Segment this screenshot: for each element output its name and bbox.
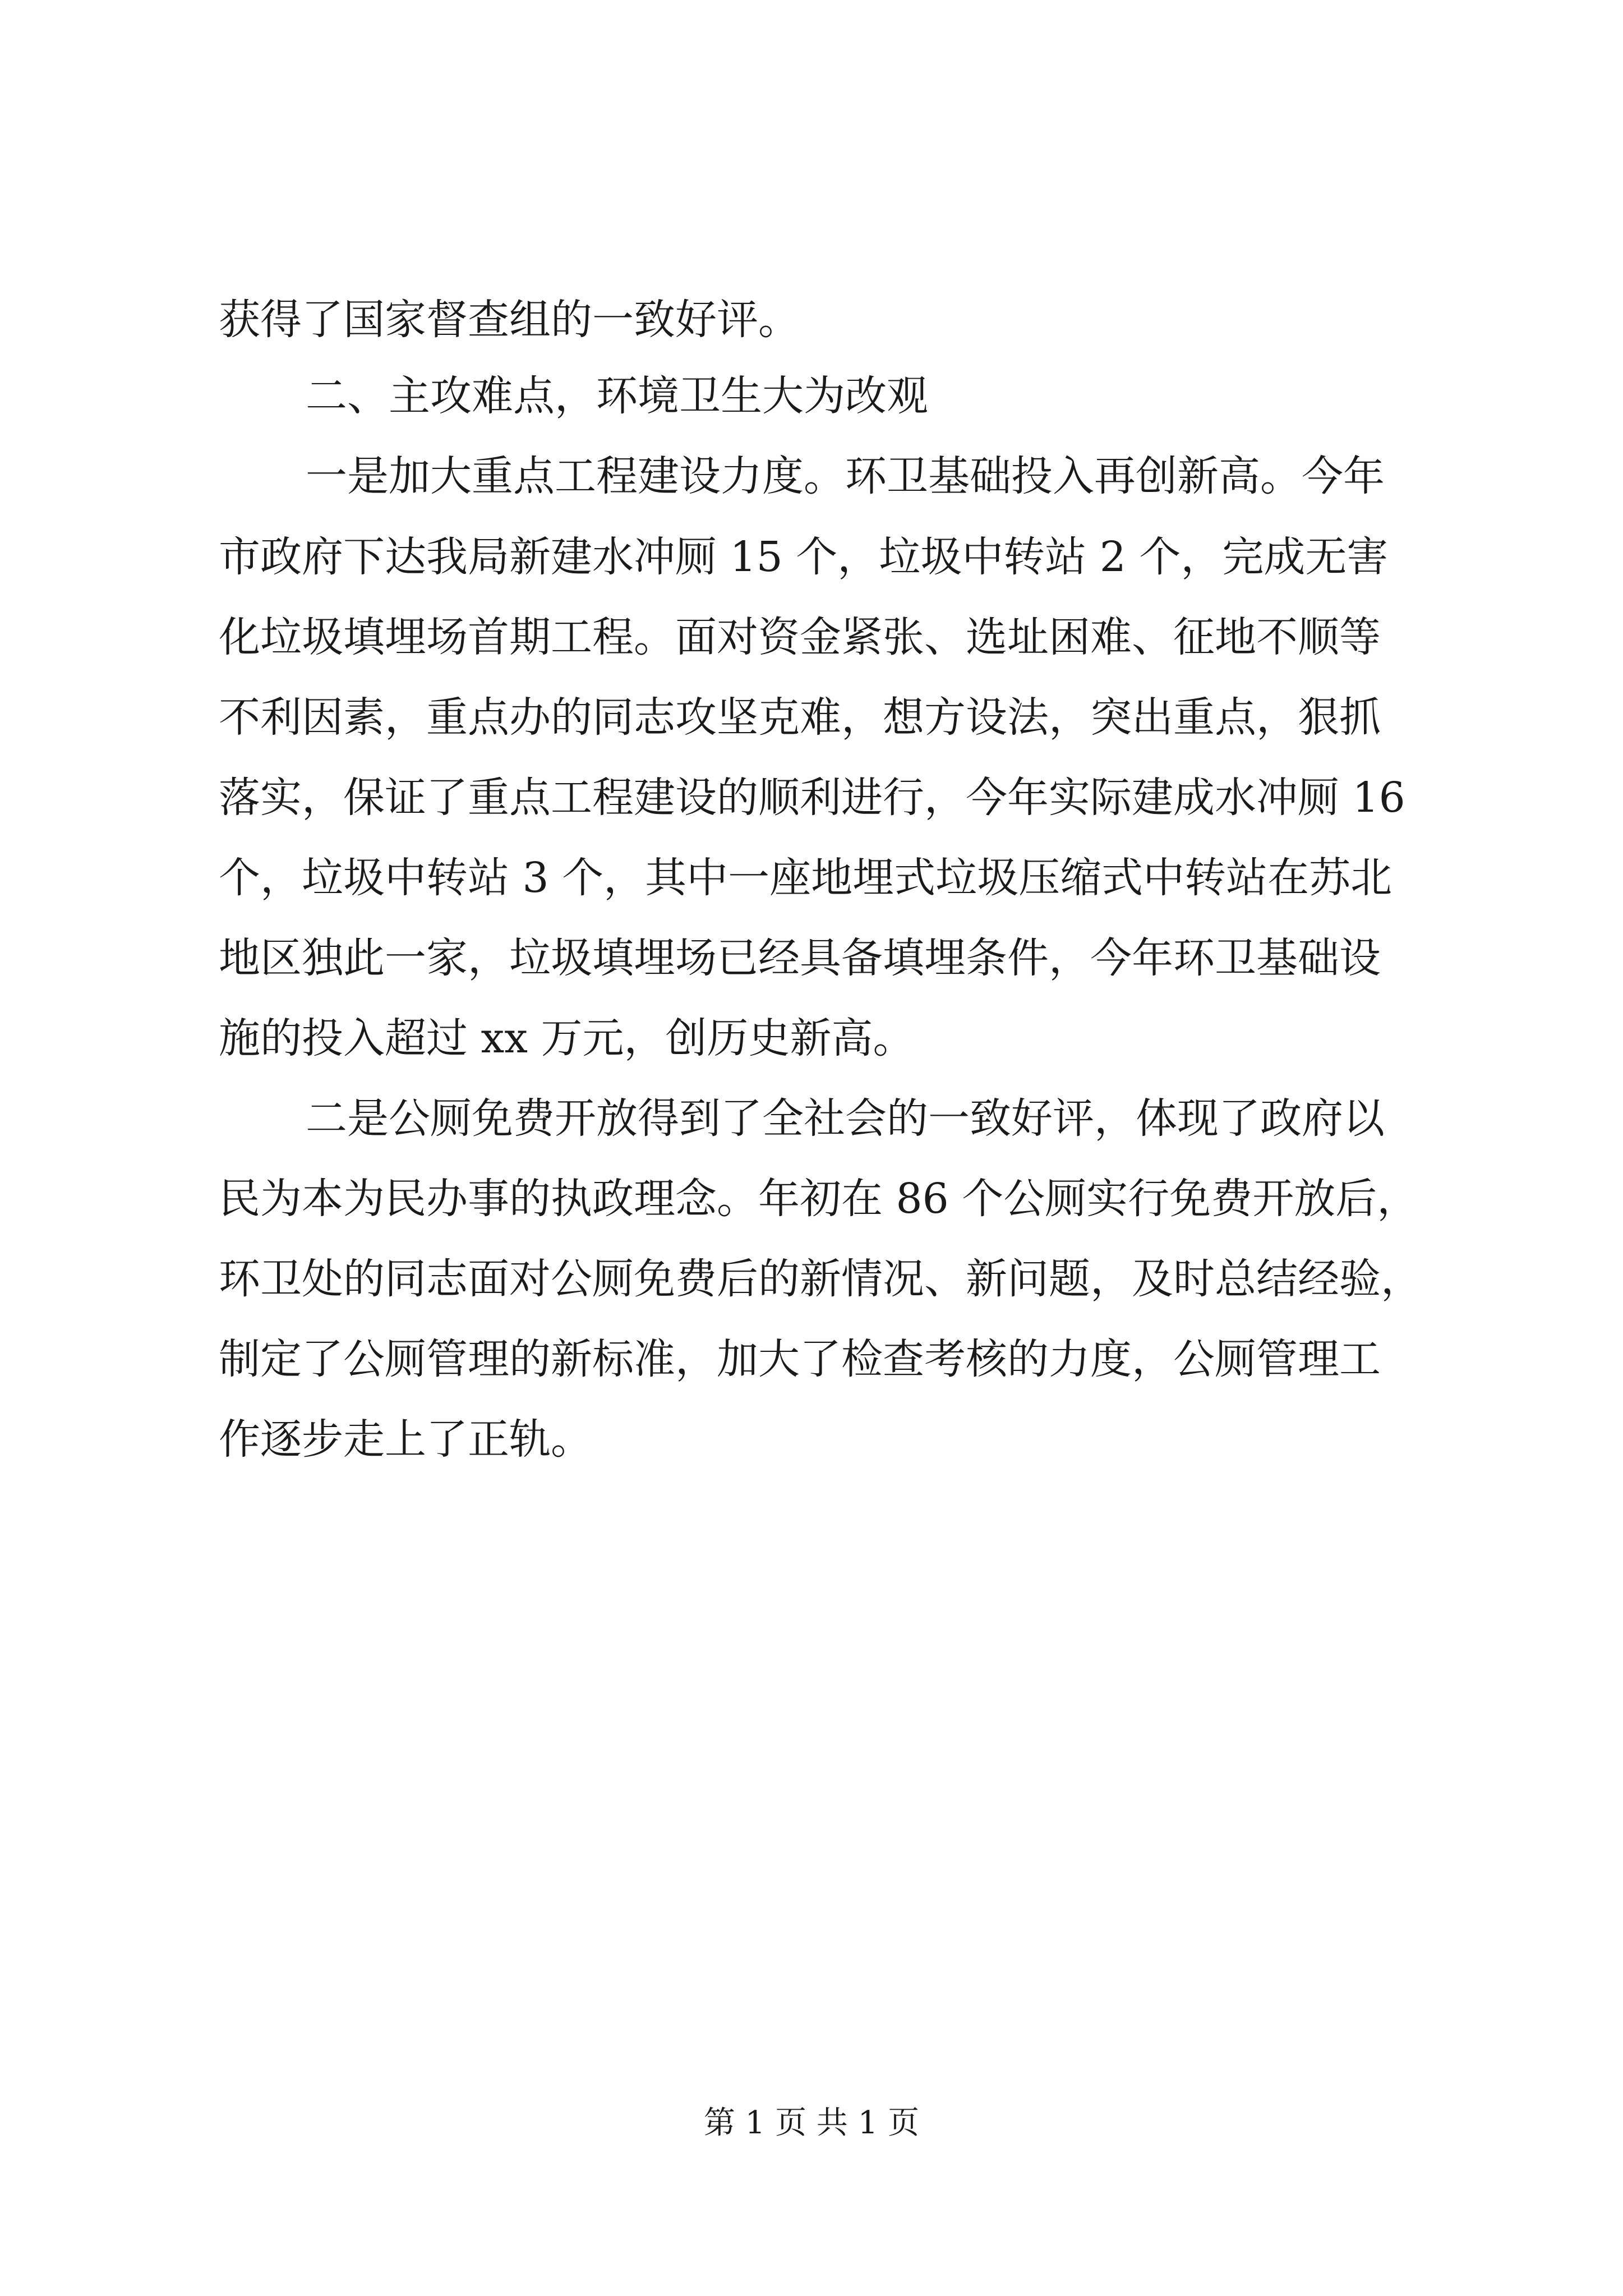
paragraph-line: 一是加大重点工程建设力度。环卫基础投入再创新高。今年 [306,452,1385,500]
paragraph-line: 落实，保证了重点工程建设的顺利进行，今年实际建成水冲厕 16 [219,774,1405,822]
paragraph-line: 二是公厕免费开放得到了全社会的一致好评，体现了政府以 [306,1094,1385,1143]
paragraph-line: 获得了国家督查组的一致好评。 [219,296,800,344]
paragraph-line: 施的投入超过 xx 万元，创历史新高。 [219,1014,915,1062]
paragraph-line: 化垃圾填埋场首期工程。面对资金紧张、选址困难、征地不顺等 [219,613,1381,661]
paragraph-line: 制定了公厕管理的新标准，加大了检查考核的力度，公厕管理工 [219,1335,1381,1383]
paragraph-line: 地区独此一家，垃圾填埋场已经具备填埋条件，今年环卫基础设 [219,934,1381,982]
paragraph-line: 环卫处的同志面对公厕免费后的新情况、新问题，及时总结经验， [219,1255,1422,1303]
paragraph-line: 作逐步走上了正轨。 [219,1415,592,1464]
page-footer: 第 1 页 共 1 页 [703,2105,920,2141]
paragraph-line: 民为本为民办事的执政理念。年初在 86 个公厕实行免费开放后， [219,1175,1419,1223]
paragraph-line: 市政府下达我局新建水冲厕 15 个，垃圾中转站 2 个，完成无害 [219,533,1389,581]
paragraph-line: 不利因素，重点办的同志攻坚克难，想方设法，突出重点，狠抓 [219,693,1381,742]
paragraph-line: 个，垃圾中转站 3 个，其中一座地埋式垃圾压缩式中转站在苏北 [219,854,1393,902]
section-heading: 二、主攻难点，环境卫生大为改观 [306,372,928,420]
